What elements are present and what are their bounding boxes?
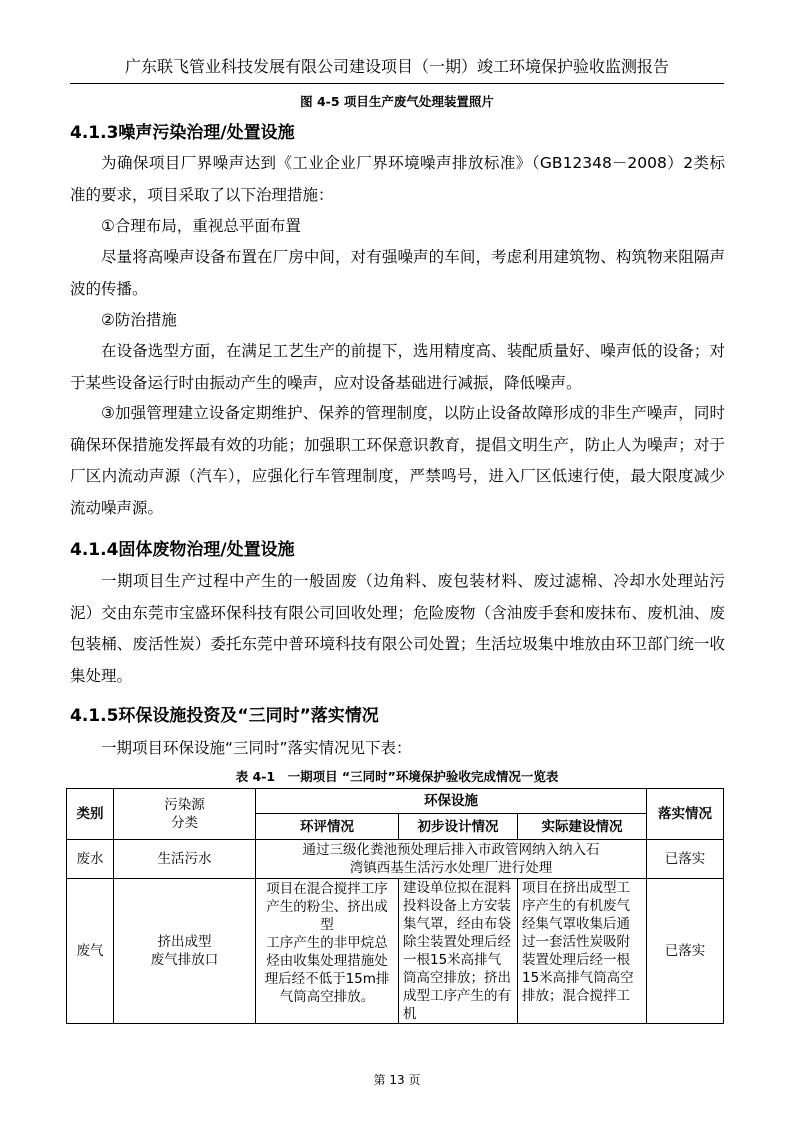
noise-measure-1-title: ①合理布局，重视总平面布置 [101,217,301,235]
row-status: 已落实 [647,879,724,1024]
row-merged-facilities: 通过三级化粪池预处理后排入市政管网纳入纳入石湾镇西基生活污水处理厂进行处理 [256,840,647,879]
noise-measure-2-title: ②防治措施 [101,311,177,329]
header-source: 污染源 分类 [114,789,256,840]
header-actual: 实际建设情况 [518,814,647,840]
header-status: 落实情况 [647,789,724,840]
table-row [67,840,724,879]
noise-measure-1-text: 尽量将高噪声设备布置在厂房中间，对有强噪声的车间，考虑利用建筑物、构筑物来阻隔声波的传播。 [70,248,725,298]
row-eia: 项目在混合搅拌工序产生的粉尘、挤出成型 工序产生的非甲烷总烃由收集处理措施处理后经不低于15m排气筒高空排放。 [256,879,399,1024]
row-status: 已落实 [647,840,724,879]
row-source: 生活污水 [114,840,256,879]
page-number: 第 13 页 [373,1073,421,1087]
row-design: 建设单位拟在混料投料设备上方安装集气罩，经由布袋除尘装置处理后经一根15米高排气筒高空排放；挤出成型工序产生的有机 [399,879,518,1024]
header-category: 类别 [67,789,114,840]
header-design: 初步设计情况 [399,814,518,840]
row-category: 废水 [67,840,114,879]
noise-measure-3-text: ③加强管理建立设备定期维护、保养的管理制度，以防止设备故障形成的非生产噪声，同时确保环保措施发挥最有效的功能；加强职工环保意识教育，提倡文明生产，防止人为噪声；对于厂区内流动声源（汽车），应强化行车管理制度，严禁鸣号，进入厂区低速行使，最大限度减少流动噪声源。 [70,404,725,517]
page-header [70,55,724,84]
three-simultaneity-intro: 一期项目环保设施“三同时”落实情况见下表： [101,739,412,757]
section-heading-4-1-5: 4.1.5环保设施投资及“三同时”落实情况 [70,706,379,726]
header-eia: 环评情况 [256,814,399,840]
noise-measure-2-text: 在设备选型方面，在满足工艺生产的前提下，选用精度高、装配质量好、噪声低的设备；对于某些设备运行时由振动产生的噪声，应对设备基础进行减振，降低噪声。 [70,342,725,392]
figure-caption: 图 4-5 项目生产废气处理装置照片 [300,94,494,109]
report-title: 广东联飞管业科技发展有限公司建设项目（一期）竣工环境保护验收监测报告 [124,57,669,76]
header-facilities: 环保设施 [256,789,647,814]
row-actual: 项目在挤出成型工序产生的有机废气经集气罩收集后通过一套活性炭吸附装置处理后经一根15米高排气筒高空排放；混合搅拌工 [518,879,647,1024]
three-simultaneity-table [66,788,724,1024]
section-heading-4-1-4: 4.1.4固体废物治理/处置设施 [70,540,295,560]
section-heading-4-1-3: 4.1.3噪声污染治理/处置设施 [70,123,295,143]
table-caption: 表 4-1 一期项目 “三同时”环境保护验收完成情况一览表 [235,769,559,784]
noise-intro-paragraph: 为确保项目厂界噪声达到《工业企业厂界环境噪声排放标准》（GB12348－2008）2类标准的要求，项目采取了以下治理措施： [70,154,725,204]
solid-waste-paragraph: 一期项目生产过程中产生的一般固废（边角料、废包装材料、废过滤棉、冷却水处理站污泥）交由东莞市宝盛环保科技有限公司回收处理；危险废物（含油废手套和废抹布、废机油、废包装桶、废活性炭）委托东莞中普环境科技有限公司处置；生活垃圾集中堆放由环卫部门统一收集处理。 [70,572,725,685]
table-row [67,879,724,1024]
row-category: 废气 [67,879,114,1024]
row-source: 挤出成型 废气排放口 [114,879,256,1024]
